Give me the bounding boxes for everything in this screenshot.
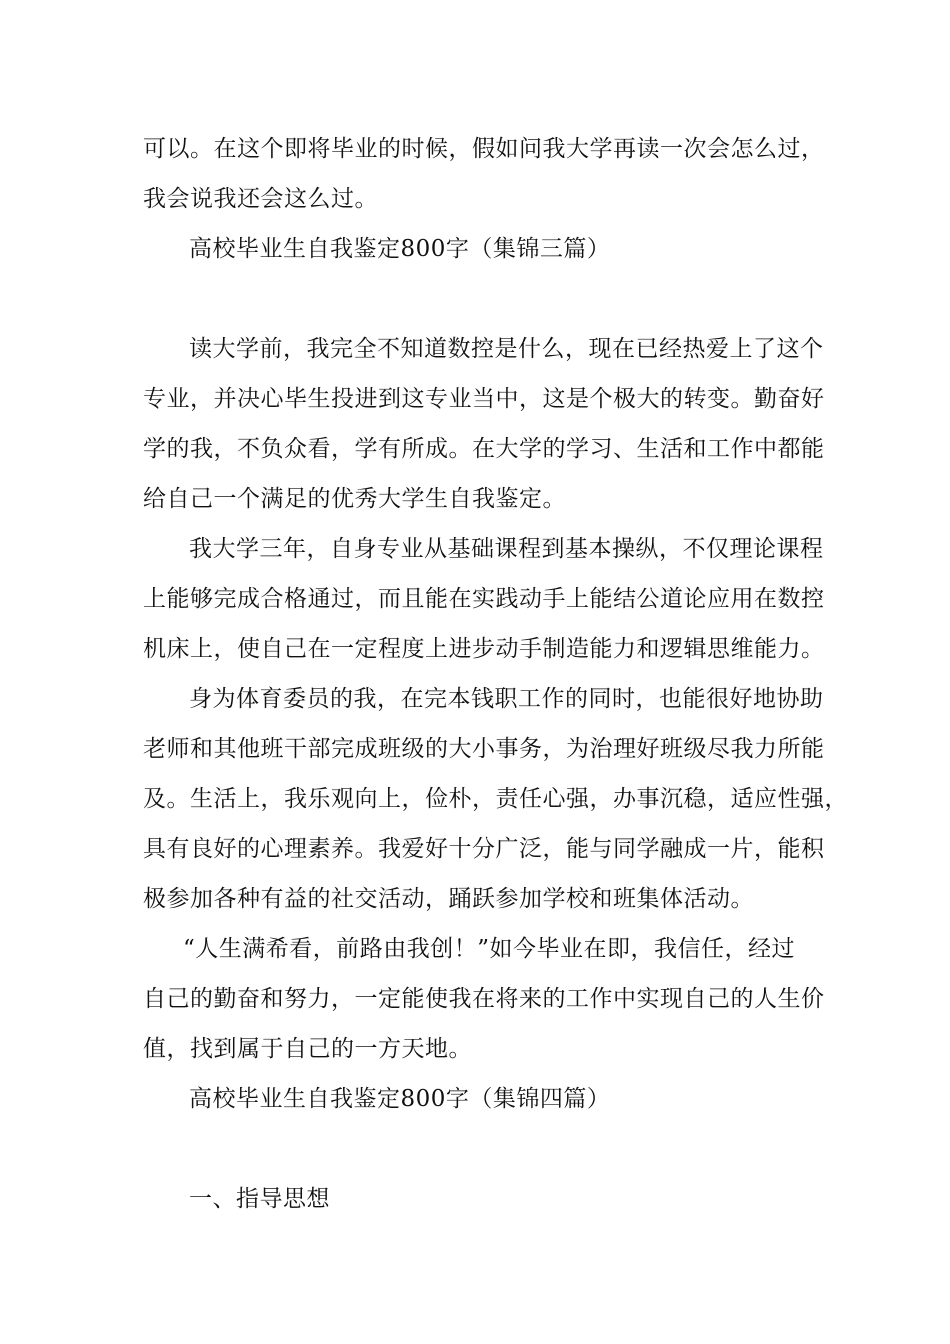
paragraph-line: 老师和其他班干部完成班级的大小事务，为治理好班级尽我力所能 (143, 736, 825, 762)
paragraph-line: 读大学前，我完全不知道数控是什么，现在已经热爱上了这个 (189, 336, 824, 362)
paragraph-line: 机床上，使自己在一定程度上进步动手制造能力和逻辑思维能力。 (143, 636, 825, 662)
paragraph-line: 身为体育委员的我，在完本钱职工作的同时，也能很好地协助 (189, 686, 824, 712)
paragraph-line: 自己的勤奋和努力，一定能使我在将来的工作中实现自己的人生价 (143, 986, 825, 1012)
paragraph-line: 极参加各种有益的社交活动，踊跃参加学校和班集体活动。 (143, 886, 754, 912)
paragraph-line: 可以。在这个即将毕业的时候，假如问我大学再读一次会怎么过， (143, 136, 825, 162)
section-heading: 高校毕业生自我鉴定800字（集锦四篇） (189, 1086, 611, 1112)
paragraph-line: 学的我，不负众看，学有所成。在大学的学习、生活和工作中都能 (143, 436, 825, 462)
section-heading: 高校毕业生自我鉴定800字（集锦三篇） (189, 236, 611, 262)
paragraph-line: 具有良好的心理素养。我爱好十分广泛，能与同学融成一片，能积 (143, 836, 825, 862)
subsection-heading: 一、指导思想 (189, 1186, 330, 1212)
paragraph-line: 上能够完成合格通过，而且能在实践动手上能结公道论应用在数控 (143, 586, 825, 612)
paragraph-line: 专业，并决心毕生投进到这专业当中，这是个极大的转变。勤奋好 (143, 386, 825, 412)
paragraph-line: 我会说我还会这么过。 (143, 186, 378, 212)
paragraph-line: 值，找到属于自己的一方天地。 (143, 1036, 472, 1062)
paragraph-line: 及。生活上，我乐观向上，俭朴，责任心强，办事沉稳，适应性强， (143, 786, 848, 812)
paragraph-line: 给自己一个满足的优秀大学生自我鉴定。 (143, 486, 566, 512)
paragraph-line: 我大学三年，自身专业从基础课程到基本操纵，不仅理论课程 (189, 536, 824, 562)
paragraph-line: “人生满希看，前路由我创！”如今毕业在即，我信任，经过 (183, 936, 796, 962)
